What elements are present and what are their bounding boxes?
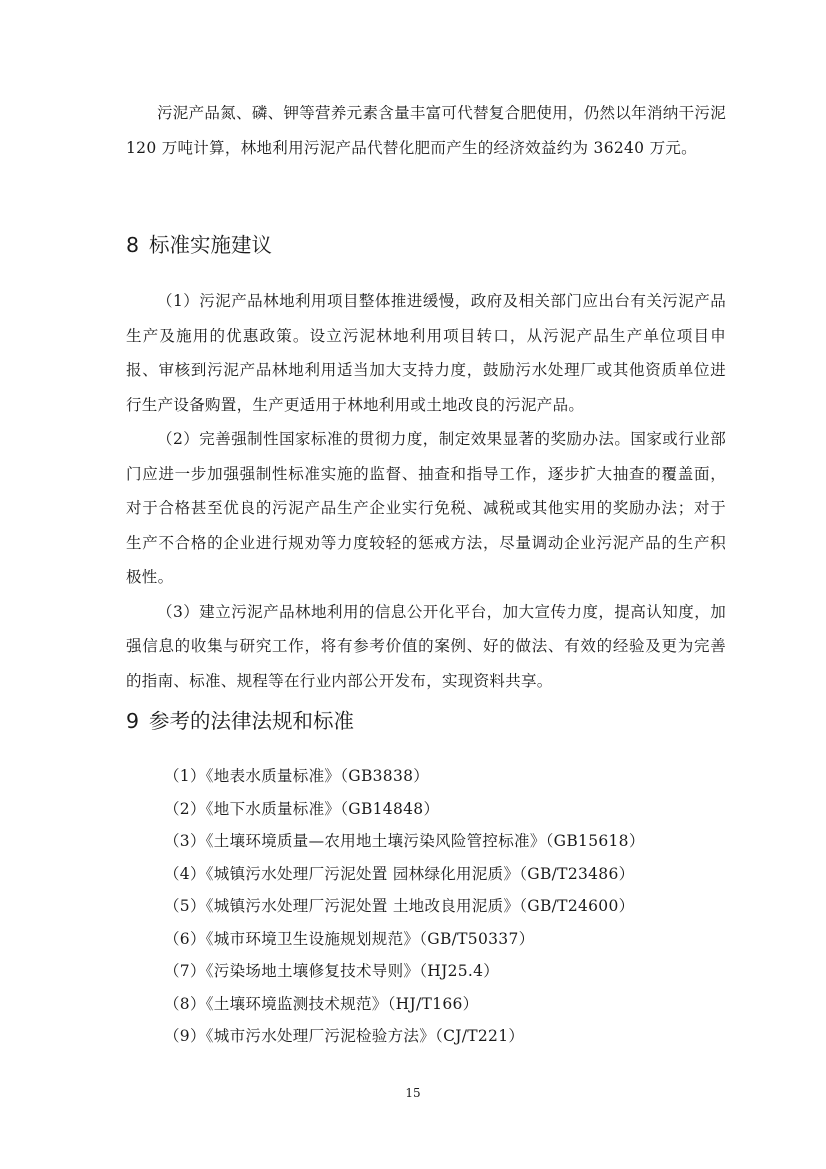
section-8-body (126, 284, 726, 698)
reference-list (126, 760, 726, 1053)
section-8-heading (126, 228, 272, 258)
reference-item: （7）《污染场地土壤修复技术导则》（HJ25.4） (164, 962, 500, 980)
section-8-paragraph-2: （2）完善强制性国家标准的贯彻力度，制定效果显著的奖励办法。国家或行业部门应进一步加强强制性标准实施的监督、抽查和指导工作，逐步扩大抽查的覆盖面，对于合格甚至优良的污泥产品生产企业实行免税、减税或其他实用的奖励办法；对于生产不合格的企业进行规劝等力度较轻的惩戒方法，尽量调动企业污泥产品的生产积极性。 (126, 430, 726, 586)
intro-paragraph: 污泥产品氮、磷、钾等营养元素含量丰富可代替复合肥使用，仍然以年消纳干污泥 120 万吨计算，林地利用污泥产品代替化肥而产生的经济效益约为 36240 万元。 (126, 104, 726, 157)
section-8-title: 标准实施建议 (149, 233, 273, 257)
reference-item: （9）《城市污水处理厂污泥检验方法》（CJ/T221） (164, 1027, 525, 1045)
reference-item: （5）《城镇污水处理厂污泥处置 土地改良用泥质》（GB/T24600） (164, 897, 635, 915)
page-number: 15 (405, 1086, 421, 1100)
reference-item: （6）《城市环境卫生设施规划规范》（GB/T50337） (164, 929, 535, 948)
section-9-title: 参考的法律法规和标准 (149, 709, 355, 733)
reference-item: （1）《地表水质量标准》（GB3838） (164, 767, 430, 785)
reference-item: （2）《地下水质量标准》（GB14848） (164, 799, 440, 818)
section-8-paragraph-3: （3）建立污泥产品林地利用的信息公开化平台，加大宣传力度，提高认知度，加强信息的收集与研究工作，将有参考价值的案例、好的做法、有效的经验及更为完善的指南、标准、规程等在行业内部公开发布，实现资料共享。 (126, 602, 726, 690)
reference-item: （4）《城镇污水处理厂污泥处置 园林绿化用泥质》（GB/T23486） (164, 864, 635, 883)
section-9-heading (126, 704, 354, 734)
section-8-paragraph-1: （1）污泥产品林地利用项目整体推进缓慢，政府及相关部门应出台有关污泥产品生产及施用的优惠政策。设立污泥林地利用项目转口，从污泥产品生产单位项目申报、审核到污泥产品林地利用适当加大支持力度，鼓励污水处理厂或其他资质单位进行生产设备购置，生产更适用于林地利用或土地改良的污泥产品。 (126, 292, 726, 414)
reference-item: （3）《土壤环境质量—农用地土壤污染风险管控标准》（GB15618） (164, 832, 645, 850)
reference-item: （8）《土壤环境监测技术规范》（HJ/T166） (164, 994, 479, 1013)
section-8-number: 8 (126, 233, 140, 257)
section-9-number: 9 (126, 709, 140, 733)
